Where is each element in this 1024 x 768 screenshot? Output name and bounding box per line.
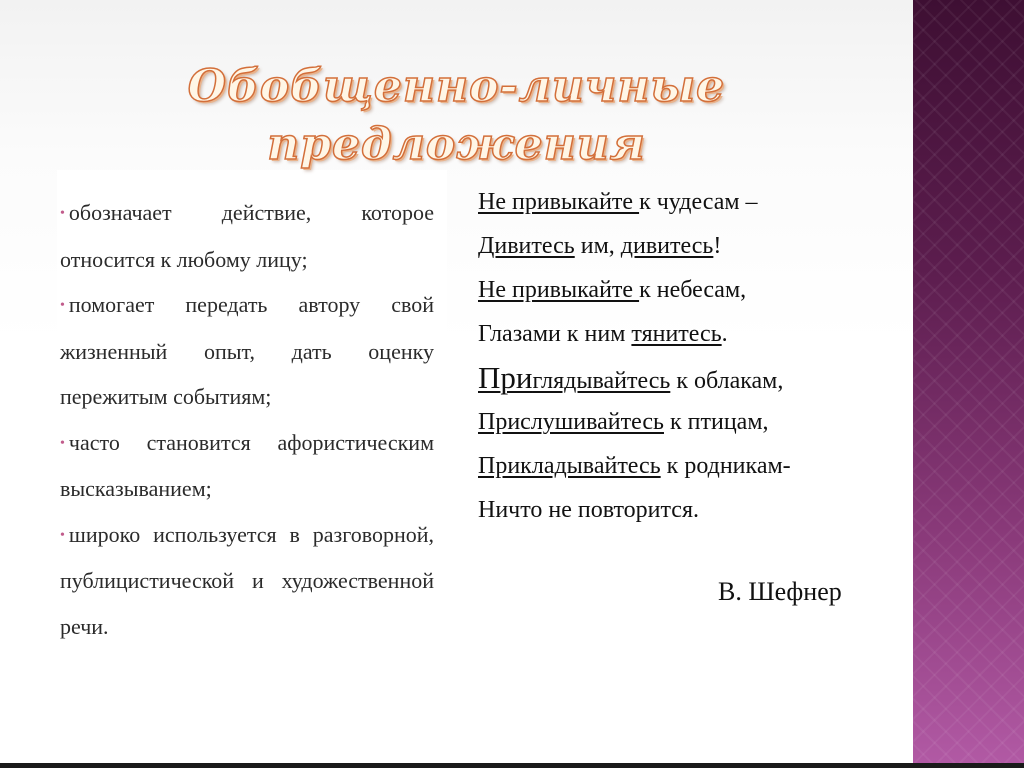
poem-line-2	[478, 224, 898, 268]
poem-line-1	[478, 180, 898, 224]
bullet-text: широко используется в разговорной, публицистической и художественной речи.	[60, 521, 434, 639]
slide-title	[0, 58, 913, 174]
poem-underlined-verb: Не привыкайте	[478, 189, 640, 215]
poem-underlined-verb: Прикладывайтесь	[478, 453, 661, 479]
poem-text: Глазами к ним	[478, 321, 632, 347]
poem-line-6	[478, 400, 898, 444]
title-line-1: Обобщенно-личные	[187, 61, 726, 112]
poem-text: им,	[574, 233, 621, 259]
poem-line-3	[478, 268, 898, 312]
poem-underlined-verb: тянитесь	[631, 321, 722, 347]
list-item	[60, 512, 434, 650]
bullet-dot-icon: •	[60, 527, 65, 543]
bullet-text: часто становится афористическим высказыванием;	[60, 429, 434, 501]
poem-text: к облакам,	[670, 368, 784, 394]
bullet-list	[60, 190, 434, 649]
list-item	[60, 282, 434, 420]
poem-text: !	[713, 233, 722, 259]
poem-author: В. Шефнер	[718, 577, 842, 606]
poem-underlined-verb	[478, 360, 671, 395]
bottom-border	[0, 763, 1024, 768]
poem-text: к небесам,	[639, 277, 747, 303]
poem-text: к птицам,	[663, 409, 769, 435]
poem-text: к родникам-	[660, 453, 791, 479]
bullet-dot-icon: •	[60, 298, 65, 313]
title-line-2: предложения	[267, 119, 646, 170]
poem-underlined-verb: Не привыкайте	[478, 277, 640, 303]
poem-line-5	[478, 356, 898, 400]
poem-underlined-verb: Дивитесь	[478, 233, 575, 259]
poem-line-4	[478, 312, 898, 356]
poem-underlined-verb: дивитесь	[620, 233, 714, 259]
poem-verb-rest: глядывайтесь	[532, 368, 671, 394]
poem	[478, 180, 898, 532]
list-item	[60, 420, 434, 512]
bullet-text: обозначает действие, которое относится к любому лицу;	[60, 200, 434, 272]
poem-line-8	[478, 488, 898, 532]
poem-text: .	[721, 321, 728, 347]
bullet-text: помогает передать автору свой жизненный опыт, дать оценку пережитым событиям;	[60, 292, 434, 409]
poem-text: Ничто не повторится.	[478, 497, 699, 523]
decorative-side-band	[913, 0, 1024, 768]
poem-underlined-verb: Прислушивайтесь	[478, 409, 664, 435]
poem-text: к чудесам –	[639, 189, 758, 215]
list-item	[60, 190, 434, 282]
bullet-dot-icon: •	[60, 206, 65, 221]
bullet-dot-icon: •	[60, 435, 65, 451]
poem-enlarged-prefix: При	[478, 360, 533, 395]
poem-line-7	[478, 444, 898, 488]
